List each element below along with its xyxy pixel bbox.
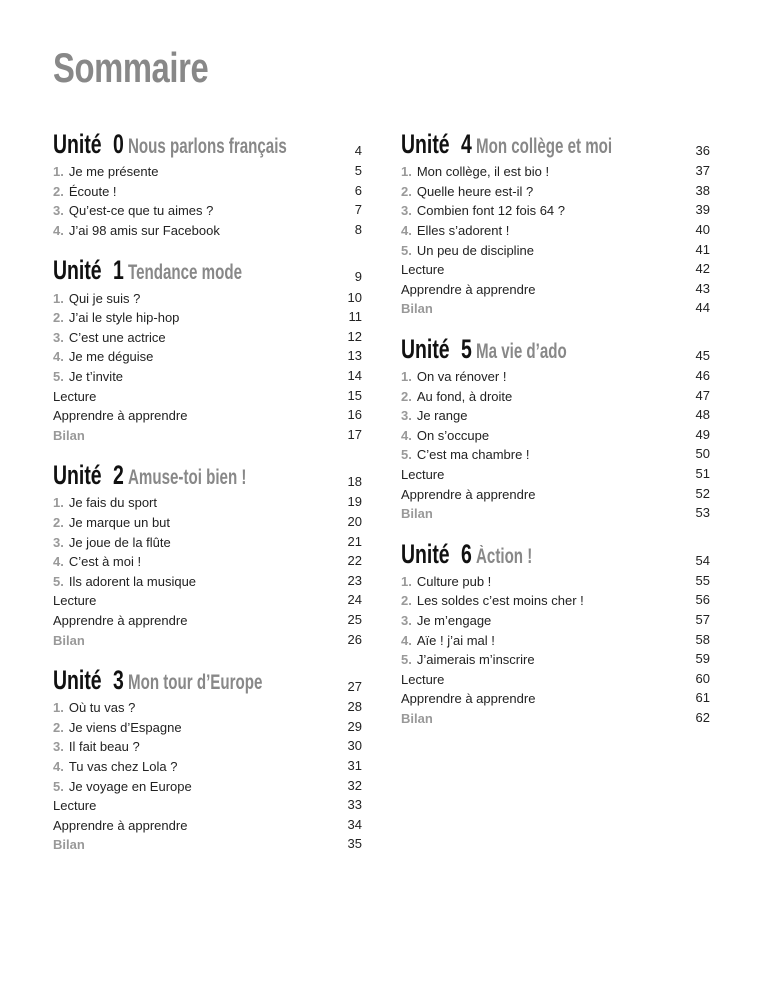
entry-page-number: 49 xyxy=(695,426,710,442)
unit-heading[interactable] xyxy=(53,660,362,696)
unit-word: Unité xyxy=(401,538,450,569)
entry-number: 1. xyxy=(401,164,412,180)
toc-entry[interactable] xyxy=(53,611,362,631)
toc-entry[interactable] xyxy=(401,162,710,182)
toc-entry[interactable] xyxy=(53,572,362,592)
entry-label: C’est une actrice xyxy=(68,329,166,345)
toc-entry[interactable] xyxy=(53,513,362,533)
entry-number: 4. xyxy=(53,554,64,570)
toc-entry[interactable] xyxy=(401,426,710,446)
entry-number: 2. xyxy=(53,310,64,326)
entry-page-number: 16 xyxy=(347,407,362,423)
entry-page-number: 57 xyxy=(695,611,710,627)
unit-heading[interactable] xyxy=(401,329,710,365)
entry-page-number: 24 xyxy=(347,592,362,608)
entry-label: J’ai le style hip-hop xyxy=(68,310,180,326)
toc-entry[interactable] xyxy=(53,367,362,387)
entry-text xyxy=(401,262,444,277)
entry-label: Apprendre à apprendre xyxy=(401,486,536,502)
entry-label: Culture pub ! xyxy=(416,573,492,589)
toc-entry[interactable] xyxy=(401,182,710,202)
entry-page-number: 19 xyxy=(347,494,362,510)
entry-number: 4. xyxy=(53,223,64,239)
toc-entry[interactable] xyxy=(53,796,362,816)
unit-section xyxy=(53,455,362,650)
unit-name: Mon collège et moi xyxy=(476,135,613,158)
unit-page-number: 9 xyxy=(354,269,362,285)
entry-page-number: 28 xyxy=(347,699,362,715)
entry-page-number: 53 xyxy=(695,505,710,521)
entry-page-number: 25 xyxy=(347,611,362,627)
entry-page-number: 34 xyxy=(347,816,362,832)
unit-page-number: 4 xyxy=(354,143,362,158)
entry-text xyxy=(401,447,530,462)
entry-text xyxy=(53,310,179,325)
entry-text xyxy=(401,487,535,502)
entry-text xyxy=(401,574,491,589)
bilan-entry[interactable] xyxy=(401,504,710,524)
unit-section xyxy=(401,534,710,729)
entry-text xyxy=(53,369,123,384)
entry-number: 1. xyxy=(53,290,64,306)
entry-page-number: 43 xyxy=(695,280,710,296)
bilan-entry[interactable] xyxy=(53,426,362,446)
entry-text xyxy=(53,428,85,443)
unit-page-number: 18 xyxy=(347,474,362,490)
entry-label: Je fais du sport xyxy=(68,495,157,511)
entry-page-number: 61 xyxy=(695,690,710,706)
toc-entry[interactable] xyxy=(53,815,362,835)
entry-text xyxy=(401,243,534,258)
unit-name: Ma vie d’ado xyxy=(476,339,567,363)
bilan-entry[interactable] xyxy=(401,709,710,729)
unit-title xyxy=(53,129,349,160)
entry-text xyxy=(53,613,187,628)
entry-text xyxy=(53,593,96,608)
entry-page-number: 11 xyxy=(348,309,362,325)
entry-text xyxy=(53,837,85,852)
entry-label: Tu vas chez Lola ? xyxy=(68,758,178,774)
entry-label: Bilan xyxy=(53,837,85,853)
entry-label: Apprendre à apprendre xyxy=(53,817,188,833)
entry-page-number: 39 xyxy=(695,202,710,218)
page-title: Sommaire xyxy=(53,44,209,91)
entry-label: On s’occupe xyxy=(416,427,490,443)
entry-text xyxy=(53,184,117,199)
entry-label: Je range xyxy=(416,408,468,424)
entry-label: Bilan xyxy=(53,427,85,443)
unit-word: Unité xyxy=(53,129,102,159)
bilan-entry[interactable] xyxy=(53,630,362,650)
toc-entry[interactable] xyxy=(401,406,710,426)
entry-text xyxy=(401,301,433,316)
entry-number: 4. xyxy=(53,758,64,774)
entry-text xyxy=(401,691,535,706)
entry-text xyxy=(401,506,433,521)
entry-text xyxy=(401,672,444,687)
unit-number: 0 xyxy=(113,129,124,159)
toc-entry[interactable] xyxy=(53,288,362,308)
entry-number: 1. xyxy=(401,369,412,385)
toc-entry[interactable] xyxy=(53,182,362,202)
toc-entry[interactable] xyxy=(53,201,362,221)
toc-entry[interactable] xyxy=(401,689,710,709)
entry-number: 2. xyxy=(401,183,412,199)
entry-text xyxy=(401,164,549,179)
entry-page-number: 60 xyxy=(695,670,710,686)
unit-section xyxy=(53,124,362,240)
entry-text xyxy=(53,739,140,754)
entry-label: C’est ma chambre ! xyxy=(416,447,530,463)
entry-number: 5. xyxy=(401,447,412,463)
entry-page-number: 52 xyxy=(695,485,710,501)
entry-number: 3. xyxy=(401,203,412,219)
entry-page-number: 40 xyxy=(695,222,710,238)
entry-text xyxy=(53,535,171,550)
entry-label: Bilan xyxy=(53,632,85,648)
entry-page-number: 50 xyxy=(695,446,710,462)
unit-heading[interactable] xyxy=(53,250,362,286)
entry-number: 2. xyxy=(53,719,64,735)
unit-name: Mon tour d’Europe xyxy=(128,670,263,694)
entry-page-number: 20 xyxy=(347,514,362,530)
unit-heading[interactable] xyxy=(53,455,362,491)
entry-text xyxy=(401,408,467,423)
toc-entry[interactable] xyxy=(53,737,362,757)
toc-entry[interactable] xyxy=(401,445,710,465)
toc-entry[interactable] xyxy=(53,552,362,572)
entry-number: 5. xyxy=(53,778,64,794)
entry-label: Apprendre à apprendre xyxy=(401,281,536,297)
unit-page-number: 36 xyxy=(695,143,710,158)
toc-entry[interactable] xyxy=(401,650,710,670)
unit-section xyxy=(53,660,362,855)
entry-label: J’ai 98 amis sur Facebook xyxy=(68,223,220,239)
toc-entry[interactable] xyxy=(401,386,710,406)
bilan-entry[interactable] xyxy=(53,835,362,855)
entry-page-number: 35 xyxy=(347,836,362,852)
entry-text xyxy=(401,613,491,628)
toc-entry[interactable] xyxy=(401,221,710,241)
unit-number: 3 xyxy=(113,664,124,695)
entry-page-number: 17 xyxy=(347,426,362,442)
entry-number: 4. xyxy=(53,349,64,365)
entry-label: Mon collège, il est bio ! xyxy=(416,164,550,180)
entry-page-number: 15 xyxy=(347,387,362,403)
entry-label: Il fait beau ? xyxy=(68,739,140,755)
entry-page-number: 41 xyxy=(695,241,710,257)
toc-entry[interactable] xyxy=(53,386,362,406)
toc-entry[interactable] xyxy=(401,367,710,387)
entry-page-number: 62 xyxy=(695,709,710,725)
entry-label: Au fond, à droite xyxy=(416,388,513,404)
entry-text xyxy=(401,711,433,726)
entry-text xyxy=(401,633,495,648)
entry-page-number: 38 xyxy=(695,182,710,198)
entry-number: 3. xyxy=(401,408,412,424)
unit-section xyxy=(401,329,710,524)
toc-entry[interactable] xyxy=(401,260,710,280)
entry-page-number: 44 xyxy=(695,300,710,316)
entry-label: Qui je suis ? xyxy=(68,290,141,306)
entry-number: 2. xyxy=(401,388,412,404)
toc-entry[interactable] xyxy=(53,406,362,426)
unit-word: Unité xyxy=(53,460,102,491)
entry-page-number: 8 xyxy=(354,222,362,238)
entry-label: Je me déguise xyxy=(68,349,154,365)
entry-label: Elles s’adorent ! xyxy=(416,223,510,239)
unit-title xyxy=(53,255,286,286)
entry-number: 3. xyxy=(53,203,64,219)
entry-page-number: 31 xyxy=(347,757,362,773)
entry-page-number: 29 xyxy=(347,718,362,734)
entry-text xyxy=(53,408,187,423)
entry-page-number: 6 xyxy=(354,182,362,198)
unit-page-number: 27 xyxy=(347,678,362,694)
entry-text xyxy=(401,369,506,384)
toc-column-right xyxy=(401,124,710,738)
entry-page-number: 46 xyxy=(695,368,710,384)
unit-title xyxy=(401,539,554,570)
entry-page-number: 42 xyxy=(695,261,710,277)
entry-text xyxy=(53,720,182,735)
unit-name: Amuse-toi bien ! xyxy=(128,466,247,490)
unit-word: Unité xyxy=(53,664,102,695)
entry-text xyxy=(401,593,584,608)
toc-entry[interactable] xyxy=(53,591,362,611)
entry-label: Je t’invite xyxy=(68,369,124,385)
toc-entry[interactable] xyxy=(53,308,362,328)
entry-number: 3. xyxy=(53,329,64,345)
toc-entry[interactable] xyxy=(53,347,362,367)
entry-text xyxy=(401,389,512,404)
entry-label: Combien font 12 fois 64 ? xyxy=(416,203,565,219)
entry-text xyxy=(53,759,177,774)
unit-word: Unité xyxy=(53,255,102,286)
unit-number: 4 xyxy=(461,129,472,159)
toc-entry[interactable] xyxy=(53,757,362,777)
unit-section xyxy=(53,250,362,445)
entry-page-number: 55 xyxy=(695,572,710,588)
unit-name: Àction ! xyxy=(476,544,533,568)
entry-label: Lecture xyxy=(401,467,445,483)
unit-heading[interactable] xyxy=(401,534,710,570)
toc-entry[interactable] xyxy=(401,465,710,485)
entry-label: Bilan xyxy=(401,506,433,522)
entry-number: 5. xyxy=(401,242,412,258)
entry-number: 1. xyxy=(401,573,412,589)
unit-number: 6 xyxy=(461,538,472,569)
unit-word: Unité xyxy=(401,333,450,364)
toc-entry[interactable] xyxy=(53,776,362,796)
toc-entry[interactable] xyxy=(401,484,710,504)
entry-page-number: 23 xyxy=(347,572,362,588)
unit-title xyxy=(53,460,293,491)
entry-label: Apprendre à apprendre xyxy=(401,691,536,707)
entry-text xyxy=(53,554,141,569)
entry-number: 2. xyxy=(53,515,64,531)
entry-page-number: 26 xyxy=(347,631,362,647)
entry-label: Écoute ! xyxy=(68,183,117,199)
unit-name: Tendance mode xyxy=(128,261,242,285)
toc-entry[interactable] xyxy=(401,572,710,592)
entry-text xyxy=(53,633,85,648)
entry-label: Bilan xyxy=(401,301,433,317)
entry-number: 4. xyxy=(401,632,412,648)
entry-label: Les soldes c’est moins cher ! xyxy=(416,593,584,609)
entry-page-number: 32 xyxy=(347,777,362,793)
entry-label: C’est à moi ! xyxy=(68,554,142,570)
entry-page-number: 58 xyxy=(695,631,710,647)
entry-text xyxy=(53,330,166,345)
entry-label: Apprendre à apprendre xyxy=(53,408,188,424)
entry-label: Je me présente xyxy=(68,164,159,180)
unit-number: 2 xyxy=(113,460,124,491)
unit-title xyxy=(53,665,315,696)
entry-page-number: 48 xyxy=(695,407,710,423)
entry-label: Lecture xyxy=(53,593,97,609)
toc-entry[interactable] xyxy=(53,328,362,348)
entry-text xyxy=(53,574,196,589)
unit-title xyxy=(401,334,602,365)
toc-entry[interactable] xyxy=(401,201,710,221)
entry-number: 2. xyxy=(53,183,64,199)
toc-entry[interactable] xyxy=(53,717,362,737)
entry-text xyxy=(401,652,535,667)
unit-word: Unité xyxy=(401,129,450,159)
toc-entry[interactable] xyxy=(53,532,362,552)
entry-number: 2. xyxy=(401,593,412,609)
toc-entry[interactable] xyxy=(401,240,710,260)
entry-label: Je joue de la flûte xyxy=(68,534,171,550)
entry-text xyxy=(53,798,96,813)
entry-label: Qu’est-ce que tu aimes ? xyxy=(68,203,214,219)
entry-number: 5. xyxy=(53,573,64,589)
entry-label: Lecture xyxy=(401,671,445,687)
toc-entry[interactable] xyxy=(53,493,362,513)
entry-text xyxy=(401,428,489,443)
entry-label: Je m’engage xyxy=(416,612,492,628)
unit-title xyxy=(401,129,665,160)
toc-entry[interactable] xyxy=(53,221,362,241)
toc-entry[interactable] xyxy=(53,698,362,718)
entry-text xyxy=(53,291,140,306)
entry-page-number: 51 xyxy=(695,466,710,482)
toc-entry[interactable] xyxy=(401,630,710,650)
entry-label: Un peu de discipline xyxy=(416,242,534,258)
unit-section xyxy=(401,124,710,319)
entry-label: J’aimerais m’inscrire xyxy=(416,652,535,668)
entry-label: Aïe ! j’ai mal ! xyxy=(416,632,495,648)
entry-page-number: 7 xyxy=(354,202,362,218)
unit-page-number: 45 xyxy=(695,347,710,363)
entry-text xyxy=(53,818,187,833)
entry-text xyxy=(53,779,192,794)
entry-text xyxy=(401,282,535,297)
entry-text xyxy=(401,203,565,218)
entry-page-number: 33 xyxy=(347,797,362,813)
entry-page-number: 21 xyxy=(347,533,362,549)
entry-text xyxy=(53,164,158,179)
entry-label: Où tu vas ? xyxy=(68,700,136,716)
bilan-entry[interactable] xyxy=(401,299,710,319)
entry-text xyxy=(401,467,444,482)
entry-page-number: 30 xyxy=(347,738,362,754)
entry-text xyxy=(401,184,533,199)
entry-label: Quelle heure est-il ? xyxy=(416,183,534,199)
entry-page-number: 56 xyxy=(695,592,710,608)
entry-page-number: 5 xyxy=(354,163,362,179)
entry-page-number: 47 xyxy=(695,387,710,403)
entry-number: 3. xyxy=(401,612,412,628)
entry-number: 4. xyxy=(401,427,412,443)
entry-number: 3. xyxy=(53,739,64,755)
toc-column-left xyxy=(53,124,362,865)
toc-entry[interactable] xyxy=(401,591,710,611)
entry-page-number: 13 xyxy=(347,348,362,364)
unit-page-number: 54 xyxy=(695,552,710,568)
toc-entry[interactable] xyxy=(53,162,362,182)
entry-number: 1. xyxy=(53,700,64,716)
unit-number: 1 xyxy=(113,255,124,286)
entry-label: Je viens d’Espagne xyxy=(68,719,182,735)
entry-label: Lecture xyxy=(53,798,97,814)
entry-number: 5. xyxy=(53,369,64,385)
entry-number: 4. xyxy=(401,223,412,239)
entry-label: Bilan xyxy=(401,710,433,726)
entry-page-number: 22 xyxy=(347,553,362,569)
entry-text xyxy=(401,223,509,238)
entry-text xyxy=(53,495,157,510)
entry-number: 5. xyxy=(401,652,412,668)
toc-entry[interactable] xyxy=(401,280,710,300)
entry-page-number: 14 xyxy=(347,368,362,384)
unit-number: 5 xyxy=(461,333,472,364)
entry-label: Apprendre à apprendre xyxy=(53,612,188,628)
entry-number: 1. xyxy=(53,164,64,180)
entry-label: Lecture xyxy=(53,388,97,404)
entry-page-number: 10 xyxy=(347,289,362,305)
entry-label: Ils adorent la musique xyxy=(68,573,197,589)
entry-label: Je marque un but xyxy=(68,515,171,531)
entry-text xyxy=(53,389,96,404)
entry-text xyxy=(53,223,220,238)
toc-entry[interactable] xyxy=(401,611,710,631)
entry-text xyxy=(53,349,153,364)
toc-entry[interactable] xyxy=(401,669,710,689)
entry-number: 1. xyxy=(53,495,64,511)
unit-name: Nous parlons français xyxy=(128,135,287,158)
entry-label: Je voyage en Europe xyxy=(68,778,192,794)
entry-text xyxy=(53,700,135,715)
entry-text xyxy=(53,515,170,530)
entry-number: 3. xyxy=(53,534,64,550)
entry-label: Lecture xyxy=(401,262,445,278)
unit-heading[interactable] xyxy=(401,124,710,160)
entry-page-number: 59 xyxy=(695,651,710,667)
entry-page-number: 12 xyxy=(347,328,362,344)
entry-text xyxy=(53,203,213,218)
entry-label: On va rénover ! xyxy=(416,369,507,385)
unit-heading[interactable] xyxy=(53,124,362,160)
entry-page-number: 37 xyxy=(695,163,710,179)
